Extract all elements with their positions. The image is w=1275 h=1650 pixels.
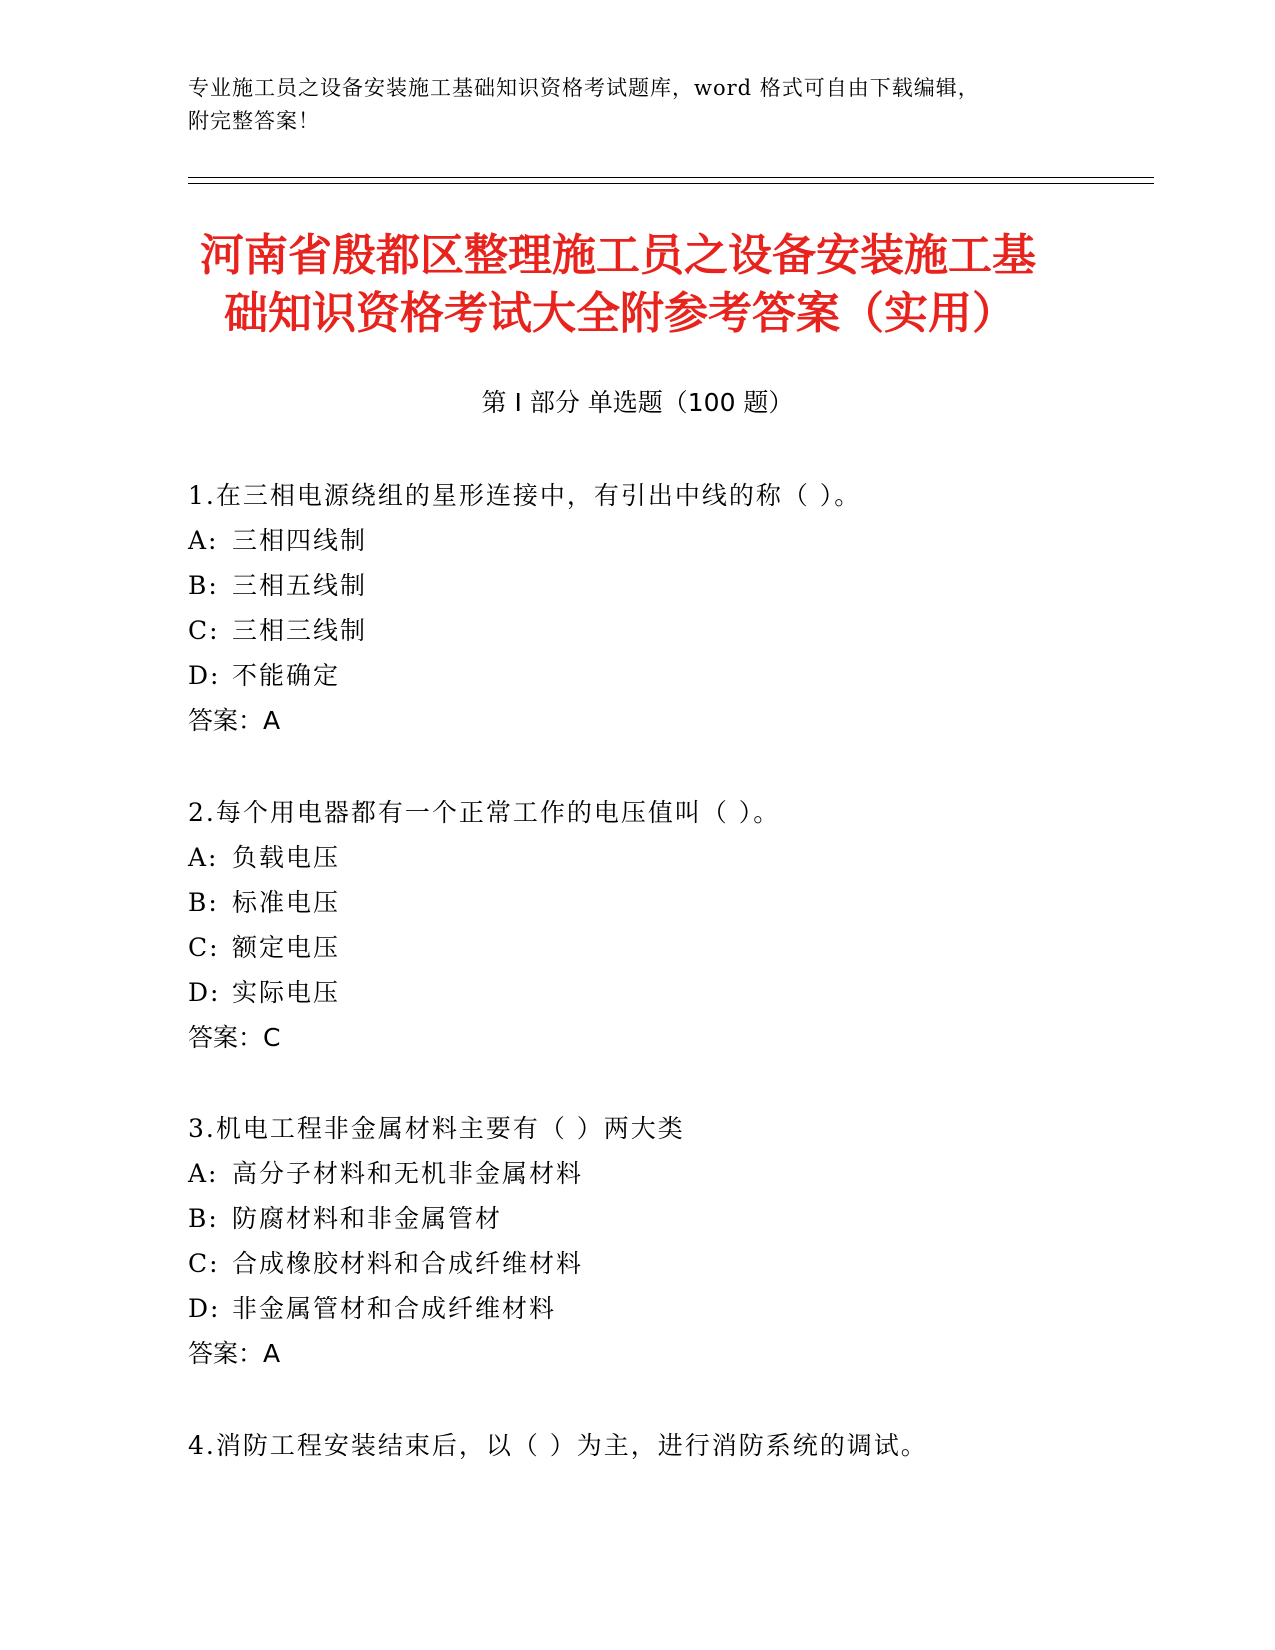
answer: 答案：A (188, 706, 281, 735)
option-letter: A: (188, 1159, 219, 1188)
option-c (188, 608, 1148, 653)
option-b (188, 1196, 1148, 1241)
option-letter: C: (188, 933, 220, 962)
section-title: 第 I 部分 单选题（100 题） (481, 388, 794, 417)
option-text: 三相五线制 (232, 571, 368, 600)
question-stem: 3.机电工程非金属材料主要有（ ）两大类 (188, 1114, 685, 1143)
header-rule-bottom (188, 183, 1154, 184)
option-text: 高分子材料和无机非金属材料 (232, 1159, 584, 1188)
option-a (188, 518, 1148, 563)
option-letter: C: (188, 616, 220, 645)
option-letter: B: (188, 1204, 219, 1233)
answer: 答案：A (188, 1339, 281, 1368)
document-title-line2: 础知识资格考试大全附参考答案（实用） (224, 288, 1016, 339)
question-1 (188, 473, 1148, 743)
header-note (188, 72, 1088, 138)
question-stem: 4.消防工程安装结束后，以（ ）为主，进行消防系统的调试。 (188, 1431, 928, 1460)
option-c (188, 925, 1148, 970)
header-note-line2: 附完整答案！ (188, 109, 320, 133)
header-rule-top (188, 177, 1154, 178)
question-3 (188, 1106, 1148, 1376)
question-4 (188, 1423, 1148, 1468)
option-letter: B: (188, 571, 219, 600)
question-2 (188, 790, 1148, 1060)
answer: 答案：C (188, 1023, 281, 1052)
option-text: 额定电压 (232, 933, 341, 962)
option-text: 标准电压 (232, 888, 341, 917)
option-text: 负载电压 (232, 843, 341, 872)
document-title (200, 227, 1100, 343)
option-letter: D: (188, 1294, 221, 1323)
option-letter: D: (188, 661, 221, 690)
header-note-line1: 专业施工员之设备安装施工基础知识资格考试题库，word 格式可自由下载编辑， (188, 76, 980, 100)
option-letter: C: (188, 1249, 220, 1278)
option-letter: B: (188, 888, 219, 917)
option-d (188, 1286, 1148, 1331)
option-text: 实际电压 (232, 978, 341, 1007)
option-letter: D: (188, 978, 221, 1007)
option-text: 三相三线制 (232, 616, 368, 645)
question-stem: 2.每个用电器都有一个正常工作的电压值叫（ ）。 (188, 798, 781, 827)
option-d (188, 653, 1148, 698)
option-text: 非金属管材和合成纤维材料 (232, 1294, 557, 1323)
option-text: 三相四线制 (232, 526, 368, 555)
option-letter: A: (188, 526, 219, 555)
option-text: 防腐材料和非金属管材 (232, 1204, 503, 1233)
option-text: 不能确定 (232, 661, 341, 690)
option-b (188, 880, 1148, 925)
option-a (188, 1151, 1148, 1196)
question-stem: 1.在三相电源绕组的星形连接中，有引出中线的称（ ）。 (188, 481, 862, 510)
document-title-line1: 河南省殷都区整理施工员之设备安装施工基 (200, 230, 1036, 281)
option-c (188, 1241, 1148, 1286)
option-a (188, 835, 1148, 880)
option-d (188, 970, 1148, 1015)
option-letter: A: (188, 843, 219, 872)
option-text: 合成橡胶材料和合成纤维材料 (232, 1249, 584, 1278)
option-b (188, 563, 1148, 608)
